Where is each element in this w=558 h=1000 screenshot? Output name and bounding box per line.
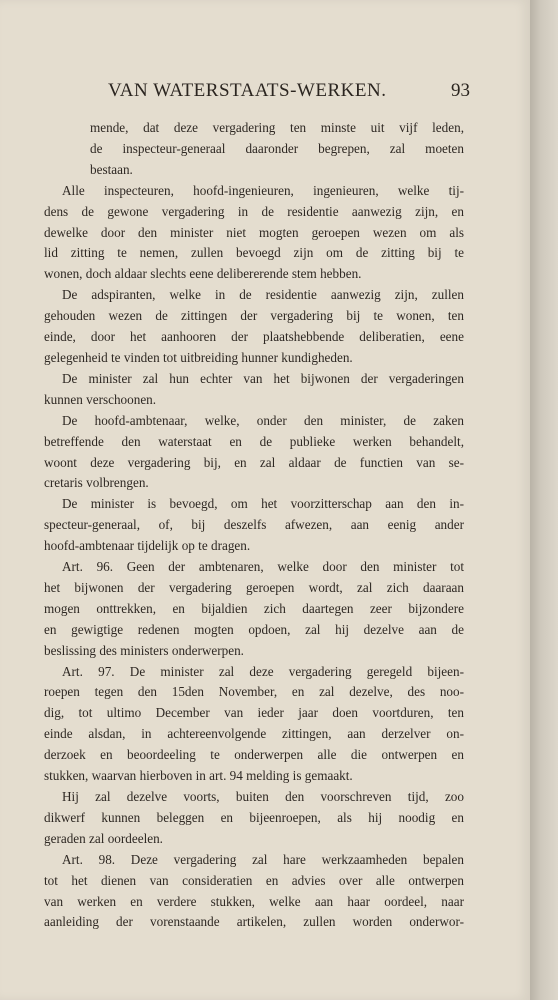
text-line: Art. 96. Geen der ambtenaren, welke door den minister tot (62, 559, 464, 575)
text-line: derzoek en beoordeeling te onderwerpen alle die ontwerpen en (44, 747, 464, 763)
text-line: De hoofd-ambtenaar, welke, onder den minister, de zaken (62, 412, 464, 428)
text-line: De minister zal hun echter van het bijwonen der vergaderingen (62, 370, 464, 386)
text-line: de inspecteur-generaal daaronder begrepen, zal moeten (90, 140, 464, 156)
text-line: dig, tot ultimo December van ieder jaar doen voortduren, ten (44, 705, 464, 721)
text-line: dikwerf kunnen beleggen en bijeenroepen, als hij noodig en (44, 809, 464, 825)
text-line: einde, door het aanhooren der plaatshebbende deliberatien, eene (44, 329, 464, 345)
text-line: dewelke door den minister niet mogten geroepen wezen om als (44, 224, 464, 240)
text-line: lid zitting te nemen, zullen bevoegd zijn om de zitting bij te (44, 245, 464, 261)
text-line: stukken, waarvan hierboven in art. 94 melding is gemaakt. (44, 768, 353, 784)
page-header (60, 80, 470, 110)
page-number: 93 (451, 80, 470, 101)
running-title: VAN WATERSTAATS-WERKEN. (108, 80, 387, 101)
body-text (44, 118, 464, 933)
text-line: geraden zal oordeelen. (44, 830, 163, 846)
text-line: aanleiding der vorenstaande artikelen, zullen worden onderwor- (44, 914, 464, 930)
text-line: Alle inspecteuren, hoofd-ingenieuren, ingenieuren, welke tij- (62, 182, 464, 198)
text-line: gehouden wezen de zittingen der vergadering bij te wonen, ten (44, 308, 464, 324)
text-line: De adspiranten, welke in de residentie aanwezig zijn, zullen (62, 287, 464, 303)
text-line: cretaris volbrengen. (44, 475, 149, 491)
text-line: Hij zal dezelve voorts, buiten den voorschreven tijd, zoo (62, 789, 464, 804)
text-line: bestaan. (90, 161, 133, 177)
text-line: betreffende den waterstaat en de publieke werken behandelt, (44, 433, 464, 449)
text-line: mende, dat deze vergadering ten minste uit vijf leden, (90, 120, 464, 135)
text-line: dens de gewone vergadering in de residentie aanwezig zijn, en (44, 203, 464, 219)
text-line: beslissing des ministers onderwerpen. (44, 642, 244, 658)
text-line: en gewigtige redenen mogten opdoen, zal hij dezelve aan de (44, 621, 464, 637)
text-line: Art. 98. Deze vergadering zal hare werkzaamheden bepalen (62, 851, 464, 867)
text-line: tot het dienen van consideratien en advies over alle ontwerpen (44, 872, 464, 888)
text-line: wonen, doch aldaar slechts eene delibererende stem hebben. (44, 266, 362, 282)
text-line: Art. 97. De minister zal deze vergadering geregeld bijeen- (62, 663, 464, 679)
page-edge (530, 0, 558, 1000)
text-line: specteur-generaal, of, bij deszelfs afwezen, aan eenig ander (44, 517, 464, 533)
text-line: mogen onttrekken, en bijaldien zich daartegen zeer bijzondere (44, 600, 464, 616)
text-line: woont deze vergadering bij, en zal aldaar de functien van se- (44, 454, 464, 470)
text-line: hoofd-ambtenaar tijdelijk op te dragen. (44, 538, 251, 554)
text-line: gelegenheid te vinden tot uitbreiding hunner kundigheden. (44, 349, 353, 365)
text-line: De minister is bevoegd, om het voorzitterschap aan den in- (62, 496, 464, 512)
text-line: het bijwonen der vergadering geroepen wordt, zal zich daaraan (44, 579, 464, 595)
text-line: einde alsdan, in achtereenvolgende zittingen, aan derzelver on- (44, 726, 464, 742)
text-line: kunnen verschoonen. (44, 391, 157, 407)
text-line: roepen tegen den 15den November, en zal dezelve, des noo- (44, 684, 464, 700)
text-line: van werken en verdere stukken, welke aan haar oordeel, naar (44, 893, 464, 909)
